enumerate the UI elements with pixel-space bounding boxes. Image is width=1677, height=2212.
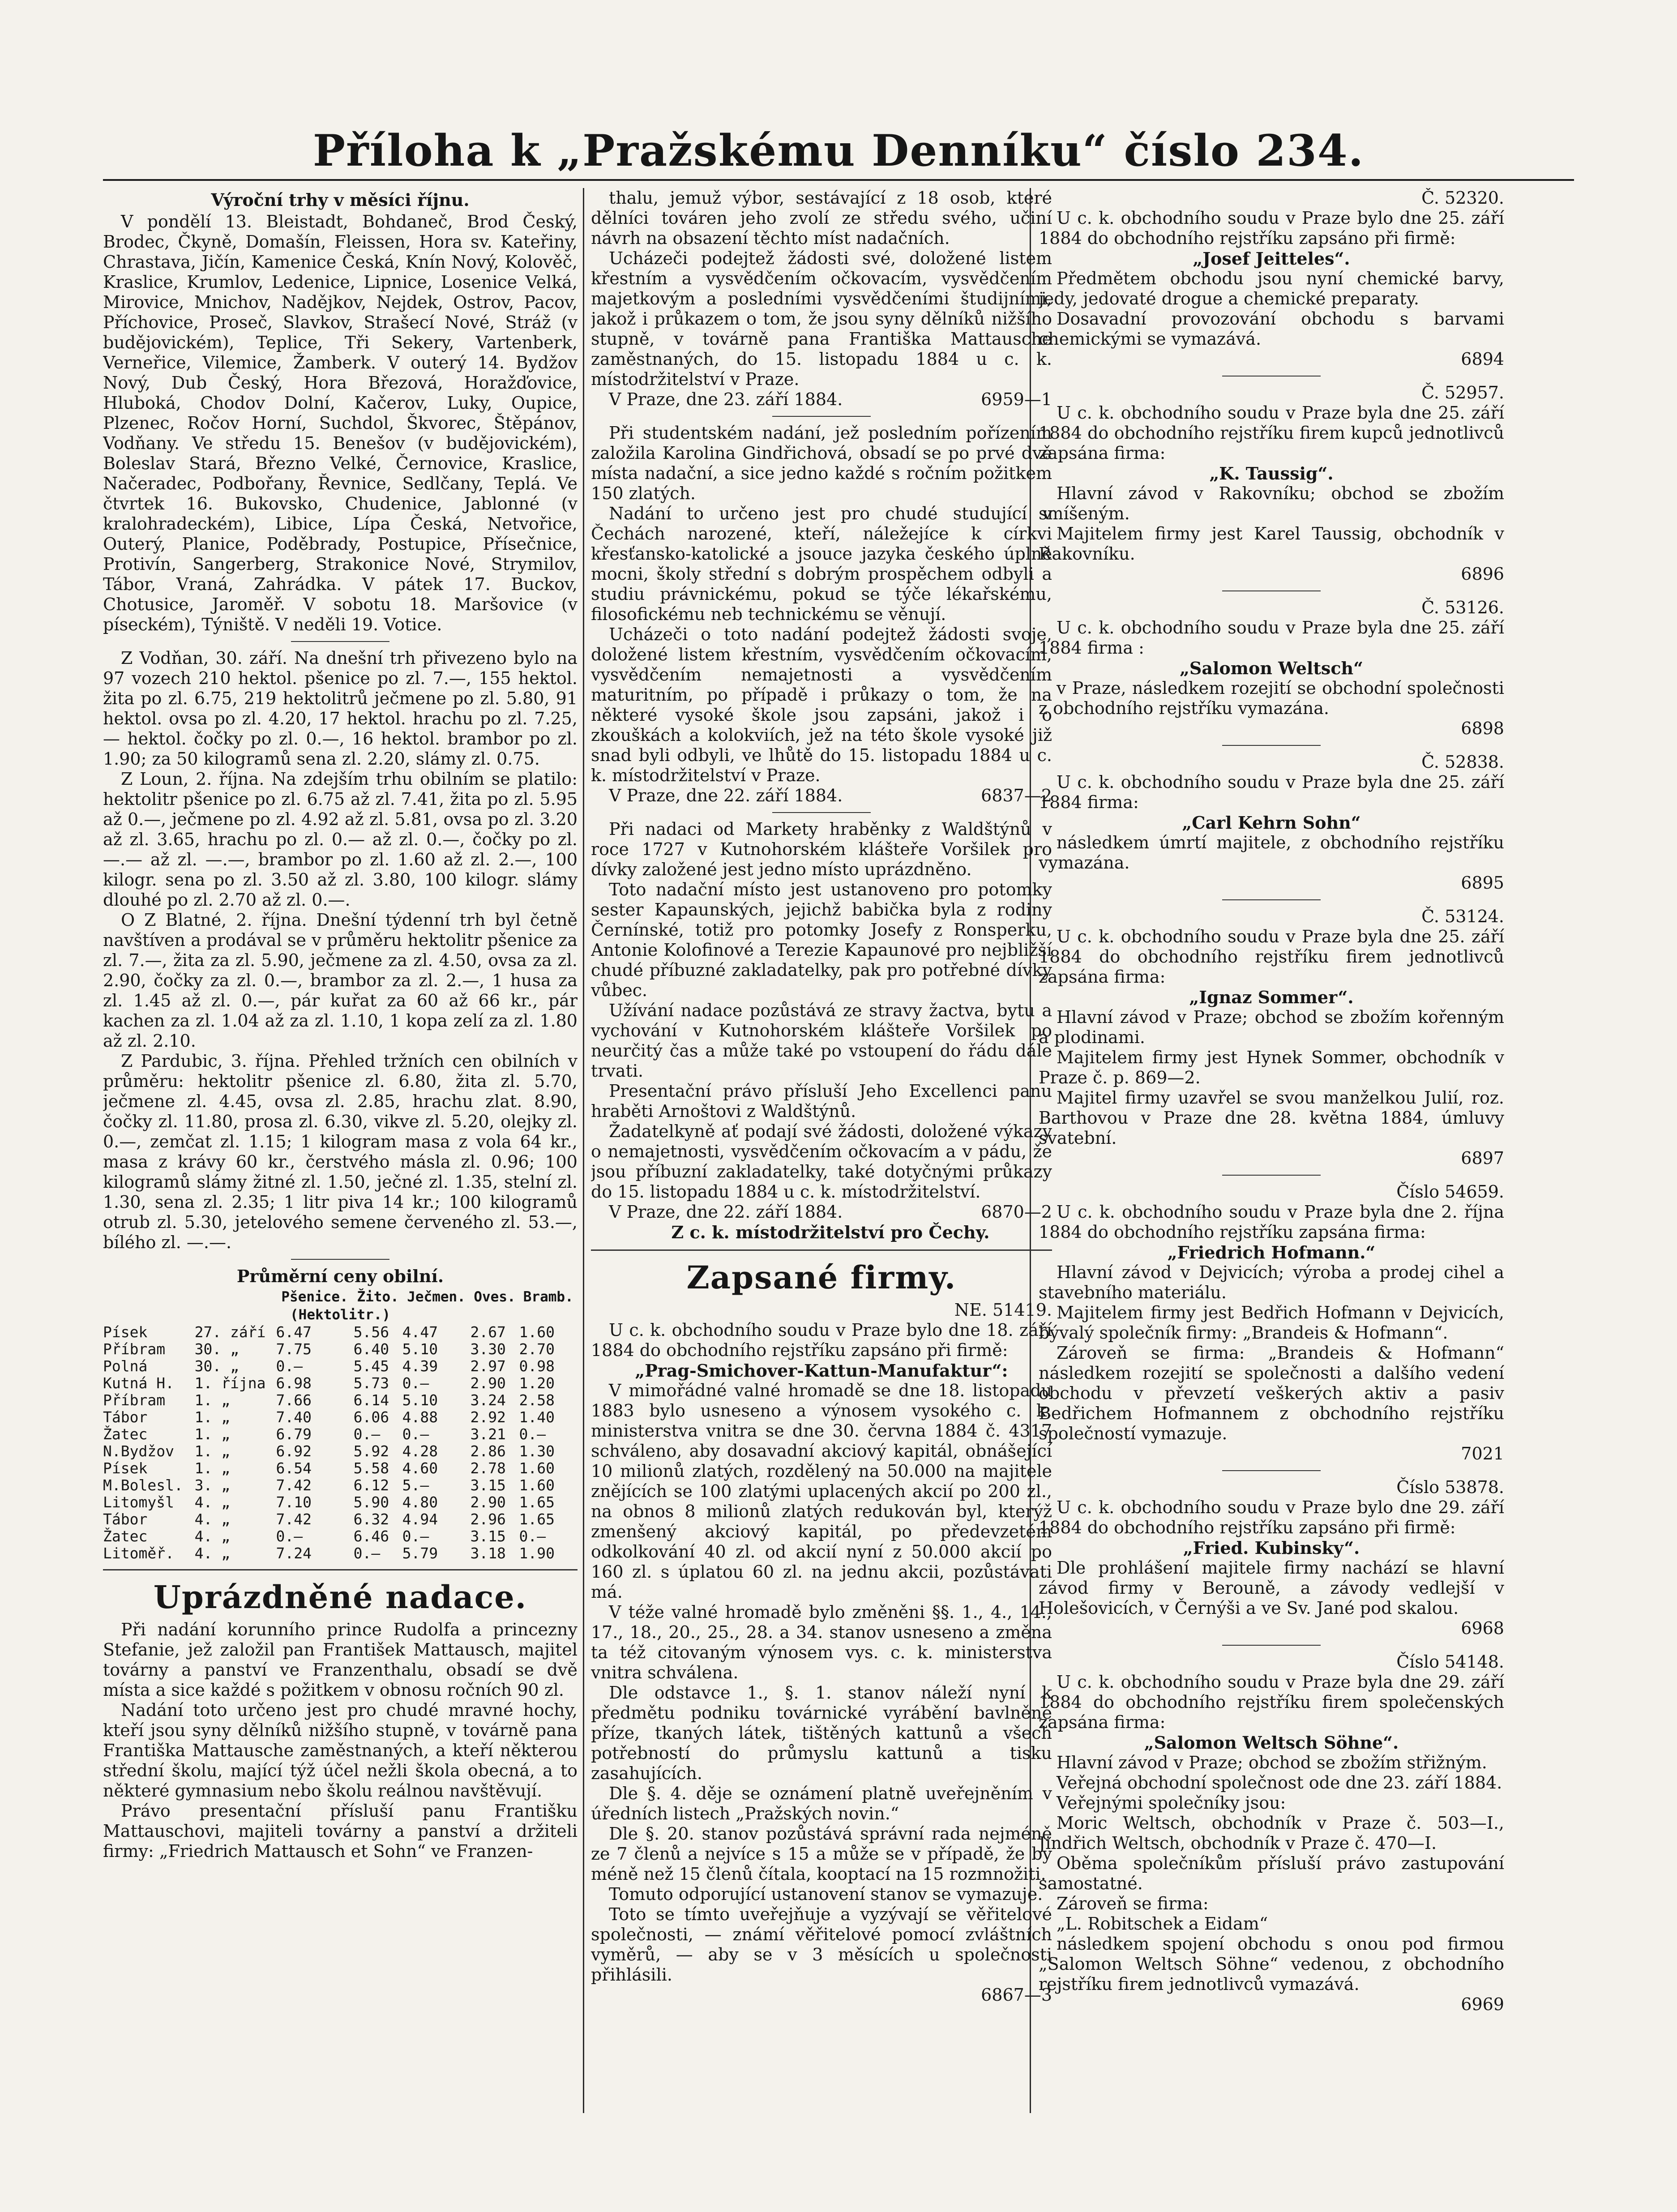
price-cell: 6.12 <box>353 1476 389 1494</box>
price-cell: 1. „ <box>194 1459 231 1477</box>
price-cell: 1.40 <box>519 1408 555 1426</box>
registry-firm: „Josef Jeitteles“. <box>1193 248 1350 269</box>
price-town: Příbram <box>103 1391 166 1409</box>
notice-number: 6897 <box>1461 1148 1504 1168</box>
paragraph: Nadání to určeno jest pro chudé studující v Čechách narozené, kteří, náležejíce k církvi křesťansko-katolické a jsouce jazyka českého úplně mocni, školy střední s dobrým prospěchem odbyli a studiu právnickému, pokud se týče lékařskému, filosofickému neb technickému se věnují. <box>591 504 1052 624</box>
price-table <box>103 1288 578 1562</box>
price-town: Litoměř. <box>103 1545 174 1562</box>
price-cell: 30. „ <box>194 1357 239 1375</box>
price-cell: 1.65 <box>519 1510 555 1528</box>
price-cell: 4.60 <box>402 1459 438 1477</box>
price-cell: 3. „ <box>194 1476 231 1494</box>
price-cell: 1. „ <box>194 1391 231 1409</box>
notice-number: 7021 <box>1461 1444 1504 1463</box>
price-cell: 5.10 <box>402 1340 438 1358</box>
price-unit: (Hektolitr.) <box>290 1307 390 1323</box>
price-cell: 2.70 <box>519 1340 555 1358</box>
price-cell: 4.80 <box>402 1493 438 1511</box>
registry-firm: „Ignaz Sommer“. <box>1189 987 1354 1007</box>
price-town: Písek <box>103 1459 148 1477</box>
divider <box>1222 745 1321 746</box>
price-town: Tábor <box>103 1408 148 1426</box>
paragraph: Ucházeči o toto nadání podejtež žádosti svoje, doložené listem křestním, vysvědčením očkovacím, vysvědčením nemajetnosti a vysvědčením maturitním, po případě i průkazy o tom, že na některé vysoké škole jsou zapsáni, jakož i o zkouškách a kolokviích, jež na této škole vysoké již snad byli odbyli, ve lhůtě do 15. listopadu 1884 u c. k. místodržitelství v Praze. <box>591 625 1052 785</box>
signature-date: V Praze, dne 23. září 1884. <box>609 389 843 409</box>
price-cell: 1. „ <box>194 1442 231 1460</box>
registry-intro: U c. k. obchodního soudu v Praze bylo dne 25. září 1884 do obchodního rejstříku zapsáno při firmě: <box>1039 208 1504 248</box>
price-town: Příbram <box>103 1340 166 1358</box>
price-col-header <box>103 1288 195 1306</box>
registry-paragraph: Majitelem firmy jest Karel Taussig, obchodník v Rakovníku. <box>1039 524 1504 564</box>
price-cell: 0.— <box>519 1425 546 1443</box>
price-cell: 1. „ <box>194 1425 231 1443</box>
price-cell: 2.90 <box>470 1374 506 1392</box>
divider <box>103 1569 578 1570</box>
price-town: Polná <box>103 1357 148 1375</box>
column-rule-1 <box>583 188 584 2113</box>
registry-paragraph: Majitelem firmy jest Hynek Sommer, obchodník v Praze č. p. 869—2. <box>1039 1048 1504 1087</box>
price-cell: 6.14 <box>353 1391 389 1409</box>
price-cell: 6.98 <box>276 1374 312 1392</box>
price-cell: 1. října <box>194 1374 266 1392</box>
registry-paragraph: Zároveň se firma: <box>1057 1894 1209 1913</box>
divider <box>1222 899 1321 900</box>
registry-intro: U c. k. obchodního soudu v Praze byla dne 29. září 1884 do obchodního rejstříku firem společenských zapsána firma: <box>1039 1672 1504 1732</box>
price-cell: 4.94 <box>402 1510 438 1528</box>
divider <box>1222 1470 1321 1471</box>
notice-number: 6959—1 <box>981 389 1052 409</box>
price-cell: 4. „ <box>194 1493 231 1511</box>
price-col-header: Oves. <box>474 1289 516 1305</box>
firm-paragraph: Dle §. 20. stanov pozůstává správní rada nejméně ze 7 členů a nejvíce s 15 a může se v případě, že by méně než 15 členů čítala, kooptací na 15 rozmnožiti. <box>591 1824 1052 1884</box>
registry-firm: „Salomon Weltsch Söhne“. <box>1144 1733 1399 1753</box>
registry-paragraph: Majitelem firmy jest Bedřich Hofmann v Dejvicích, bývalý společník firmy: „Brandeis & Hofmann“. <box>1039 1303 1504 1343</box>
fair-text: V pondělí 13. Bleistadt, Bohdaneč, Brod Český, Brodec, Čkyně, Domašín, Fleissen, Hora sv. Kateřiny, Chrastava, Jičín, Kamenice Česká, Knín Nový, Kolověč, Kraslice, Krumlov, Ledenice, Lipnice, Losenice Velká, Mirovice, Mnichov, Nadějkov, Nejdek, Ostrov, Pacov, Příchovice, Proseč, Slavkov, Strašecí Nové, Stráž (v budějovickém), Teplice, Tři Sekery, Vartenberk, Verneřice, Vilemice, Žamberk. V outerý 14. Bydžov Nový, Dub Český, Hora Březová, Horažďovice, Hluboká, Chodov Dolní, Kačerov, Luky, Oupice, Plzenec, Ročov Horní, Suchdol, Škvorec, Štěpánov, Vodňany. Ve středu 15. Benešov (v budějovickém), Boleslav Stará, Březno Velké, Černovice, Kraslice, Načeradec, Podbořany, Řevnice, Sedlčany, Teplá. Ve čtvrtek 16. Bukovsko, Chudenice, Jablonné (v kralohradeckém), Libice, Lípa Česká, Netvořice, Outerý, Planice, Poděbrady, Postupice, Přísečnice, Protivín, Sangerberg, Strakonice Nové, Strymilov, Tábor, Vraná, Zahrádka. V pátek 17. Buckov, Chotusice, Jaroměř. V sobotu 18. Maršovice (v píseckém), Týniště. V neděli 19. Votice. <box>103 212 578 634</box>
price-cell: 6.92 <box>276 1442 312 1460</box>
vacant-paragraph: Při nadání korunního prince Rudolfa a princezny Stefanie, jež založil pan František Mattausch, majitel továrny a panství ve Franzenthalu, obsadí se dvě místa a sice každé s požitkem v obnosu ročních 90 zl. <box>103 1620 578 1700</box>
price-row <box>103 1409 578 1426</box>
price-cell: 6.06 <box>353 1408 389 1426</box>
registry-paragraph: Zároveň se firma: „Brandeis & Hofmann“ následkem rozejití se společnosti a dalšího vedení obchodu v převzetí veškerých aktiv a pasiv Bedřichem Hofmannem z obchodního rejstříku společností vymazuje. <box>1039 1343 1504 1443</box>
price-cell: 7.66 <box>276 1391 312 1409</box>
registry-intro: U c. k. obchodního soudu v Praze byla dne 25. září 1884 firma : <box>1039 618 1504 658</box>
price-row <box>103 1460 578 1477</box>
price-cell: 2.96 <box>470 1510 506 1528</box>
notice-number: 6894 <box>1461 349 1504 369</box>
registry-intro: U c. k. obchodního soudu v Praze byla dne 2. října 1884 do obchodního rejstříku zapsána firma: <box>1039 1202 1504 1242</box>
paragraph: Při nadaci od Markety hraběnky z Waldštýnů v roce 1727 v Kutnohorském klášteře Voršilek pro dívky založené jest jedno místo uprázdněno. <box>591 819 1052 879</box>
firm-paragraph: Dle odstavce 1., §. 1. stanov náleží nyní k předmětu podniku továrnické vyrábění bavlněné příze, tkaných látek, tištěných kattunů a všech potřebností do průmyslu kattunů a tisku zasahujících. <box>591 1683 1052 1783</box>
price-cell: 3.30 <box>470 1340 506 1358</box>
price-cell: 3.15 <box>470 1527 506 1545</box>
registry-paragraph: v Praze, následkem rozejití se obchodní společnosti z obchodního rejstříku vymazána. <box>1039 678 1504 718</box>
price-row <box>103 1511 578 1528</box>
registry-paragraph: Veřejnými společníky jsou: <box>1057 1793 1286 1813</box>
price-cell: 6.47 <box>276 1323 312 1341</box>
firm-paragraph: V téže valné hromadě bylo změněni §§. 1., 4., 14., 17., 18., 20., 25., 28. a 34. stanov usneseno a změna ta též citovaným výnosem vys. c. k. ministerstva vnitra schválena. <box>591 1602 1052 1682</box>
notice-number: 6895 <box>1461 873 1504 893</box>
registry-paragraph: Majitel firmy uzavřel se svou manželkou Julií, roz. Barthovou v Praze dne 28. května 1884, úmluvy svatební. <box>1039 1088 1504 1148</box>
registry-paragraph: Dle prohlášení majitele firmy nachází se hlavní závod firmy v Berouně, a závody vedlejší v Holešovicích, v Černýši a ve Sv. Jané pod skalou. <box>1039 1558 1504 1618</box>
divider <box>772 812 871 813</box>
signature-line <box>591 389 1052 410</box>
vacant-paragraph: Nadání toto určeno jest pro chudé mravné hochy, kteří jsou syny dělníků nižšího stupně, v továrně pana Františka Mattausche zaměstnaných, a kteří některou střední školu, mající týž účel nežli škola obecná, a to některé gymnasium nebo školu reálnou navštěvují. <box>103 1700 578 1801</box>
paragraph: Při studentském nadání, jež posledním pořízením založila Karolina Gindřichová, obsadí se po prvé dvě místa nadační, a sice jedno každé s ročním požitkem 150 zlatých. <box>591 423 1052 503</box>
firm-number: NE. 51419. <box>954 1300 1052 1320</box>
price-town: Žatec <box>103 1425 148 1443</box>
price-cell: 4. „ <box>194 1527 231 1545</box>
registry-number: Č. 52320. <box>1421 188 1504 208</box>
signature-date: V Praze, dne 22. září 1884. <box>609 1202 843 1222</box>
price-cell: 30. „ <box>194 1340 239 1358</box>
price-cell: 3.15 <box>470 1476 506 1494</box>
price-town: N.Bydžov <box>103 1442 174 1460</box>
price-town: Litomyšl <box>103 1493 174 1511</box>
price-cell: 0.— <box>402 1425 429 1443</box>
registry-number: Č. 53124. <box>1421 907 1504 926</box>
price-cell: 2.97 <box>470 1357 506 1375</box>
price-cell: 2.86 <box>470 1442 506 1460</box>
registry-paragraph: Hlavní závod v Rakovníku; obchod se zbožím smíšeným. <box>1039 483 1504 523</box>
fair-title: Výroční trhy v měsíci říjnu. <box>211 190 470 210</box>
market-report: Z Pardubic, 3. října. Přehled tržních cen obilních v průměru: hektolitr pšenice zl. 6.80, žita zl. 5.70, ječmene zl. 4.45, ovsa zl. 2.85, hrachu zlat. 8.90, čočky zl. 11.80, prosa zl. 6.30, vikve zl. 5.20, olejky zl. 0.—, zemčat zl. 1.15; 1 kilogram masa z vola 64 kr., masa z krávy 60 kr., čerstvého másla zl. 0.96; 100 kilogramů slámy žitné zl. 1.50, ječné zl. 1.35, stelní zl. 1.30, sena zl. 2.35; 1 litr piva 14 kr.; 100 kilogramů otrub zl. 5.30, jetelového semene červeného zl. 53.—, bílého zl. —.—. <box>103 1051 578 1252</box>
price-cell: 5.58 <box>353 1459 389 1477</box>
registry-number: Číslo 53878. <box>1396 1477 1504 1497</box>
price-cell: 5.92 <box>353 1442 389 1460</box>
firms-title: Zapsané firmy. <box>686 1259 957 1296</box>
registry-number: Č. 52838. <box>1421 752 1504 772</box>
market-report: O Z Blatné, 2. října. Dnešní týdenní trh byl četně navštíven a prodával se v průměru hektolitr pšenice za zl. 7.—, žita za zl. 5.90, ječmene za zl. 4.50, ovsa za zl. 2.90, čočky za zl. 0.—, brambor za zl. 2.—, 1 husa za zl. 1.45 až zl. 0.—, pár kuřat za 60 až 66 kr., pár kachen za zl. 1.04 až za zl. 1.10, 1 kopa zelí za zl. 1.80 až zl. 2.10. <box>103 910 578 1051</box>
price-row <box>103 1477 578 1494</box>
registry-paragraph: Předmětem obchodu jsou nyní chemické barvy, jedy, jedovaté drogue a chemické preparaty. <box>1039 269 1504 308</box>
notice-number: 6896 <box>1461 564 1504 584</box>
registry-number: Č. 53126. <box>1421 598 1504 617</box>
registry-paragraph: Oběma společníkům přísluší právo zastupování samostatné. <box>1039 1853 1504 1893</box>
price-cell: 5.10 <box>402 1391 438 1409</box>
price-col-header <box>195 1288 276 1306</box>
price-cell: 1.60 <box>519 1476 555 1494</box>
price-cell: 1.30 <box>519 1442 555 1460</box>
price-cell: 0.— <box>276 1527 303 1545</box>
registry-paragraph: „L. Robitschek a Eidam“ <box>1057 1914 1268 1934</box>
price-col-header: Žito. <box>357 1289 399 1305</box>
firm-paragraph: Tomuto odporující ustanovení stanov se vymazuje. <box>609 1884 1043 1904</box>
notice-number: 6837—2 <box>981 786 1052 805</box>
price-body <box>103 1324 578 1562</box>
divider <box>1222 590 1321 591</box>
price-town: Žatec <box>103 1527 148 1545</box>
column-left <box>103 188 578 2158</box>
price-cell: 4.39 <box>402 1357 438 1375</box>
notice-number: 6898 <box>1461 719 1504 738</box>
registry-number: Č. 52957. <box>1421 383 1504 402</box>
price-col-header: Bramb. <box>523 1289 573 1305</box>
firm-name: „Prag-Smichover-Kattun-Manufaktur“: <box>635 1361 1008 1381</box>
signature-date: V Praze, dne 22. září 1884. <box>609 786 843 805</box>
price-cell: 2.58 <box>519 1391 555 1409</box>
registry-number: Číslo 54659. <box>1396 1182 1504 1202</box>
firm-intro: U c. k. obchodního soudu v Praze bylo dne 18. září 1884 do obchodního rejstříku zapsáno při firmě: <box>591 1320 1052 1360</box>
paragraph: Toto nadační místo jest ustanoveno pro potomky sester Kapaunských, jejichž babička byla z rodiny Černínské, totiž pro potomky Josefy z Ronsperku, Antonie Kolofinové a Terezie Kapaunové pro nejbližší chudé příbuzné zakladatelky, pak pro potřebné dívky vůbec. <box>591 880 1052 1000</box>
price-cell: 1.60 <box>519 1459 555 1477</box>
signature-line <box>591 786 1052 806</box>
registry-paragraph: Veřejná obchodní společnost ode dne 23. září 1884. <box>1057 1773 1502 1793</box>
price-cell: 0.— <box>402 1527 429 1545</box>
price-cell: 7.75 <box>276 1340 312 1358</box>
price-row <box>103 1341 578 1358</box>
registry-paragraph: Hlavní závod v Dejvicích; výroba a prodej cihel a stavebního materiálu. <box>1039 1262 1504 1302</box>
price-title: Průměrní ceny obilní. <box>236 1266 444 1286</box>
firm-paragraph: Toto se tímto uveřejňuje a vyzývají se věřitelové společnosti, — známí věřitelové pomocí zvláštních vyměrů, — aby se v 3 měsících u společnosti přihlásili. <box>591 1904 1052 1985</box>
price-row <box>103 1375 578 1392</box>
registry-intro: U c. k. obchodního soudu v Praze byla dne 25. září 1884 do obchodního rejstříku firem kupců jednotlivců zapsána firma: <box>1039 403 1504 463</box>
price-cell: 0.98 <box>519 1357 555 1375</box>
price-cell: 0.— <box>519 1527 546 1545</box>
paragraph: Užívání nadace pozůstává ze stravy žactva, bytu a vychování v Kutnohorském klášteře Voršilek po neurčitý čas a může také po vstoupení do řádu dále trvati. <box>591 1001 1052 1081</box>
divider <box>291 1259 389 1260</box>
price-cell: 7.10 <box>276 1493 312 1511</box>
vacant-paragraph: Právo presentační přísluší panu Františku Mattauschovi, majiteli továrny a panství a držiteli firmy: „Friedrich Mattausch et Sohn“ ve Franzen- <box>103 1801 578 1861</box>
registry-firm: „Carl Kehrn Sohn“ <box>1182 813 1361 833</box>
price-town: M.Bolesl. <box>103 1476 183 1494</box>
column-middle <box>591 188 1052 2158</box>
price-cell: 2.92 <box>470 1408 506 1426</box>
price-cell: 1. „ <box>194 1408 231 1426</box>
price-cell: 5.79 <box>402 1545 438 1562</box>
price-town: Písek <box>103 1323 148 1341</box>
price-cell: 6.40 <box>353 1340 389 1358</box>
registry-paragraph: Hlavní závod v Praze; obchod se zbožím kořenným a plodinami. <box>1039 1007 1504 1047</box>
price-cell: 1.65 <box>519 1493 555 1511</box>
price-row <box>103 1528 578 1545</box>
firm-paragraph: V mimořádné valné hromadě se dne 18. listopadu 1883 bylo usneseno a výnosem vysokého c. k. ministerstva vnitra se dne 30. června 1884 č. 4317 schváleno, aby dosavadní akciový kapitál, obnášející 10 milionů zlatých, rozdělený na 50.000 na majitele znějících se 100 zlatými uplacených akcií po 200 zl., na obnos 8 milionů zlatých redukován byl, kterýž zmenšený akciový kapitál, po předevzetém odkolkování 40 zl. od akcií nyní z 50.000 akcií po 160 zl. s úplatou 60 zl. na jednu akcii, pozůstávati má. <box>591 1381 1052 1602</box>
masthead: Příloha k „Pražskému Denníku“ číslo 234. <box>312 125 1365 176</box>
price-row <box>103 1443 578 1460</box>
notice-number: 6870—2 <box>981 1202 1052 1222</box>
signature-line <box>591 1202 1052 1222</box>
price-row <box>103 1426 578 1443</box>
registry-paragraph: Hlavní závod v Praze; obchod se zbožím střižným. <box>1057 1753 1487 1772</box>
price-cell: 0.— <box>276 1357 303 1375</box>
paragraph: Žadatelkyně ať podají své žádosti, doložené výkazy o nemajetnosti, vysvědčením očkovacím a v pádu, že jsou příbuzní zakladatelky, také dotyčnými průkazy do 15. listopadu 1884 u c. k. místodržitelství. <box>591 1121 1052 1202</box>
price-cell: 0.— <box>353 1545 381 1562</box>
price-cell: 7.40 <box>276 1408 312 1426</box>
price-cell: 4. „ <box>194 1545 231 1562</box>
market-report: Z Vodňan, 30. září. Na dnešní trh přivezeno bylo na 97 vozech 210 hektol. pšenice po zl. 7.—, 155 hektol. žita po zl. 6.75, 219 hektolitrů ječmene po zl. 5.80, 91 hektol. ovsa po zl. 4.20, 17 hektol. hrachu po zl. 7.25, — hektol. čočky po zl. 0.—, 16 hektol. brambor po zl. 1.90; za 50 kilogramů sena zl. 2.20, slámy zl. 0.75. <box>103 648 578 769</box>
registry-firm: „Fried. Kubinsky“. <box>1183 1538 1360 1558</box>
price-cell: 7.24 <box>276 1545 312 1562</box>
registry-number: Číslo 54148. <box>1396 1652 1504 1672</box>
divider <box>1222 1645 1321 1646</box>
price-cell: 7.42 <box>276 1510 312 1528</box>
price-row <box>103 1324 578 1341</box>
price-cell: 7.42 <box>276 1476 312 1494</box>
price-cell: 5.45 <box>353 1357 389 1375</box>
price-cell: 6.54 <box>276 1459 312 1477</box>
price-row <box>103 1545 578 1562</box>
price-cell: 4. „ <box>194 1510 231 1528</box>
price-cell: 5.— <box>402 1476 429 1494</box>
top-rule <box>103 179 1574 181</box>
price-cell: 5.90 <box>353 1493 389 1511</box>
price-cell: 3.18 <box>470 1545 506 1562</box>
paragraph: Presentační právo přísluší Jeho Excellenci panu hraběti Arnoštovi z Waldštýnů. <box>591 1081 1052 1121</box>
divider <box>291 641 389 642</box>
registry-paragraph: následkem spojení obchodu s onou pod firmou „Salomon Weltsch Söhne“ vedenou, z obchodního rejstříku firem jednotlivců vymazává. <box>1039 1934 1504 1994</box>
vacant-title: Uprázdněné nadace. <box>153 1579 527 1616</box>
price-cell: 4.47 <box>402 1323 438 1341</box>
column-right <box>1039 188 1504 2158</box>
paragraph: thalu, jemuž výbor, sestávající z 18 osob, které dělníci továren jeho zvolí ze středu svého, učiní návrh na obsazení těchto míst nadačních. <box>591 188 1052 248</box>
price-town: Tábor <box>103 1510 148 1528</box>
price-cell: 2.90 <box>470 1493 506 1511</box>
price-cell: 3.21 <box>470 1425 506 1443</box>
registry-firm: „Friedrich Hofmann.“ <box>1167 1242 1376 1262</box>
price-row <box>103 1358 578 1375</box>
divider <box>1222 376 1321 377</box>
firm-paragraph: Dle §. 4. děje se oznámení platně uveřejněním v úředních listech „Pražských novin.“ <box>591 1784 1052 1823</box>
price-row <box>103 1494 578 1511</box>
price-col-header: Ječmen. <box>407 1289 466 1305</box>
registry-firm: „Salomon Weltsch“ <box>1180 658 1363 678</box>
price-cell: 0.— <box>353 1425 381 1443</box>
registry-intro: U c. k. obchodního soudu v Praze bylo dne 29. září 1884 do obchodního rejstříku zapsáno při firmě: <box>1039 1497 1504 1537</box>
notice-number: 6969 <box>1461 1994 1504 2014</box>
notice-number: 6867—3 <box>981 1985 1052 2005</box>
authority: Z c. k. místodržitelství pro Čechy. <box>671 1222 990 1242</box>
divider <box>772 416 871 417</box>
registry-intro: U c. k. obchodního soudu v Praze byla dne 25. září 1884 firma: <box>1039 772 1504 812</box>
registry-paragraph: Moric Weltsch, obchodník v Praze č. 503—I., Jindřich Weltsch, obchodník v Praze č. 470—I. <box>1039 1813 1504 1853</box>
price-row <box>103 1392 578 1409</box>
price-col-header: Pšenice. <box>281 1289 348 1305</box>
price-cell: 4.28 <box>402 1442 438 1460</box>
price-cell: 1.60 <box>519 1323 555 1341</box>
market-report: Z Loun, 2. října. Na zdejším trhu obilním se platilo: hektolitr pšenice po zl. 6.75 až zl. 7.41, žita po zl. 5.95 až 0.—, ječmene po zl. 4.92 až zl. 5.81, ovsa po zl. 3.20 až zl. 3.65, hrachu po zl. 0.— až zl. 0.—, čočky po zl. —.— až zl. —.—, brambor po zl. 1.60 až zl. 2.—, 100 kilogr. sena po zl. 3.50 až zl. 3.80, 100 kilogr. slámy dlouhé po zl. 2.70 až zl. 0.—. <box>103 769 578 910</box>
price-cell: 27. září <box>194 1323 266 1341</box>
price-cell: 6.46 <box>353 1527 389 1545</box>
paragraph: Ucházeči podejtež žádosti své, doložené listem křestním a vysvědčením očkovacím, vysvědčením majetkovým a posledními vysvědčeními študijními, jakož i průkazem o tom, že jsou syny dělníků nižšího stupně, v továrně pana Františka Mattausche zaměstnaných, do 15. listopadu 1884 u c. k. místodržitelství v Praze. <box>591 248 1052 389</box>
divider <box>591 1249 1052 1251</box>
price-cell: 6.79 <box>276 1425 312 1443</box>
price-cell: 3.24 <box>470 1391 506 1409</box>
registry-intro: U c. k. obchodního soudu v Praze byla dne 25. září 1884 do obchodního rejstříku firem jednotlivců zapsána firma: <box>1039 927 1504 987</box>
registry-paragraph: Dosavadní provozování obchodu s barvami chemickými se vymazává. <box>1039 309 1504 349</box>
price-cell: 5.56 <box>353 1323 389 1341</box>
price-cell: 6.32 <box>353 1510 389 1528</box>
price-cell: 4.88 <box>402 1408 438 1426</box>
registry-paragraph: následkem úmrtí majitele, z obchodního rejstříku vymazána. <box>1039 833 1504 873</box>
price-cell: 2.67 <box>470 1323 506 1341</box>
price-cell: 0.— <box>402 1374 429 1392</box>
price-cell: 1.20 <box>519 1374 555 1392</box>
price-cell: 2.78 <box>470 1459 506 1477</box>
notice-number: 6968 <box>1461 1618 1504 1638</box>
price-cell: 5.73 <box>353 1374 389 1392</box>
registry-firm: „K. Taussig“. <box>1209 463 1334 483</box>
price-cell: 1.90 <box>519 1545 555 1562</box>
price-town: Kutná H. <box>103 1374 174 1392</box>
divider <box>1222 1175 1321 1176</box>
